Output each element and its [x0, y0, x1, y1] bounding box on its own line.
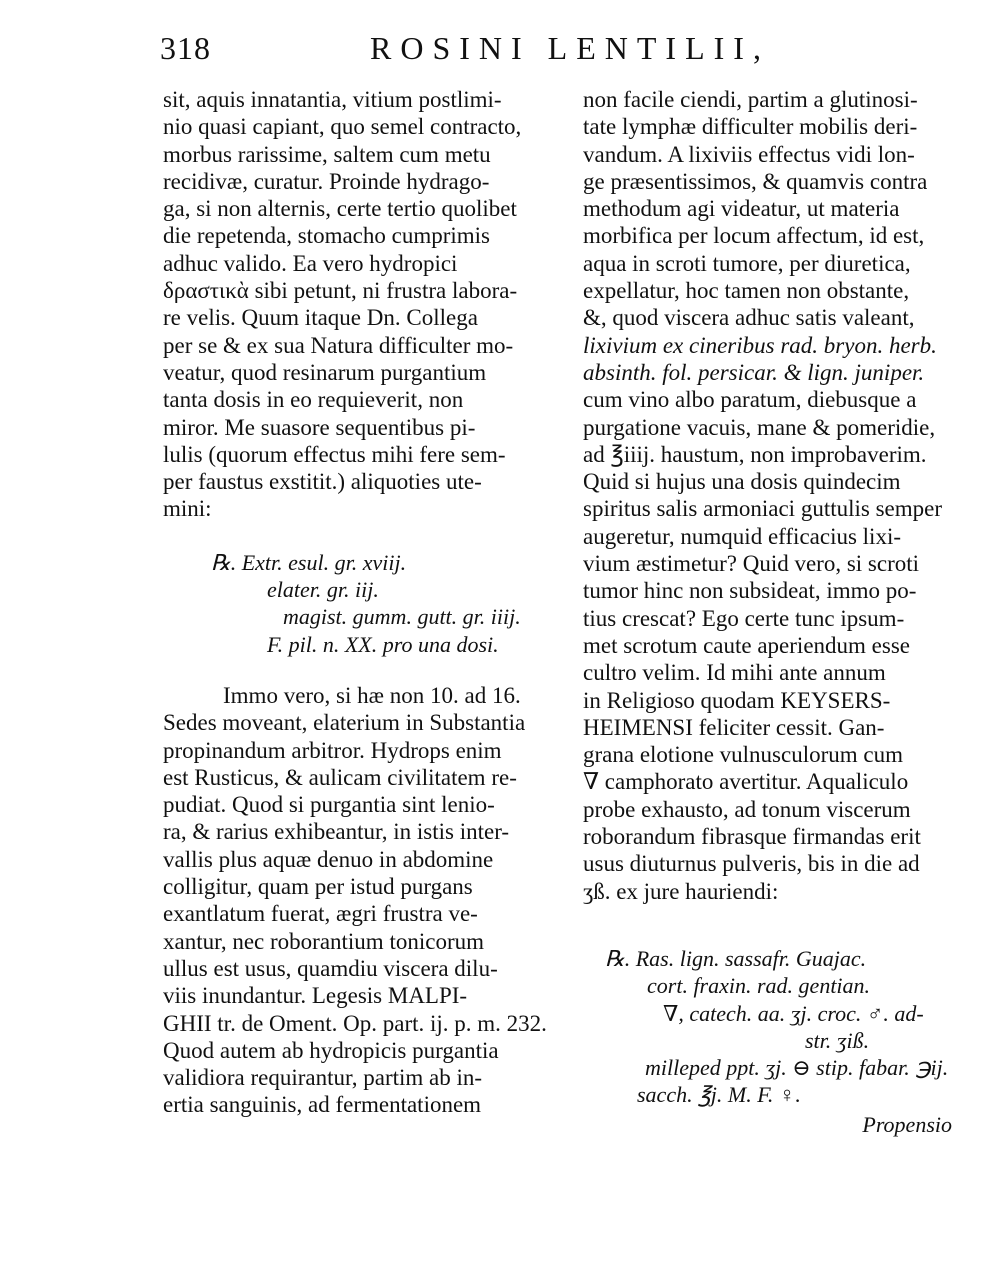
recipe-line: sacch. ℥j. M. F. ♀.	[637, 1082, 801, 1108]
text-line: usus diuturnus pulveris, bis in die ad	[583, 851, 920, 877]
text-line: ra, & rarius exhibeantur, in istis inter-	[163, 819, 510, 845]
text-line: Quod autem ab hydropicis purgantia	[163, 1037, 499, 1063]
text-line: grana elotione vulnusculorum cum	[583, 742, 904, 768]
recipe-block	[163, 549, 563, 658]
recipe-line: elater. gr. iij.	[267, 577, 379, 603]
left-column	[163, 86, 563, 1119]
catchword: Propensio	[862, 1112, 952, 1137]
text-line: mini:	[163, 496, 212, 522]
text-line: viis inundantur. Legesis MALPI-	[163, 983, 468, 1009]
text-line: tanta dosis in eo requieverit, non	[163, 387, 464, 413]
paragraph	[163, 682, 563, 1119]
text-line: tate lymphæ difficulter mobilis deri-	[583, 114, 918, 140]
text-line: sit, aquis innatantia, vitium postlimi-	[163, 87, 502, 112]
text-line: cum vino albo paratum, diebusque a	[583, 387, 917, 413]
text-line: recidivæ, curatur. Proinde hydrago-	[163, 168, 490, 194]
text-line: augeretur, numquid efficacius lixi-	[583, 523, 901, 549]
text-line: spiritus salis armoniaci guttulis semper	[583, 496, 943, 522]
text-line: Sedes moveant, elaterium in Substantia	[163, 710, 526, 736]
text-line: met scrotum caute aperiendum esse	[583, 632, 910, 658]
text-line: colligitur, quam per istud purgans	[163, 874, 473, 900]
text-line: validiora requirantur, partim ab in-	[163, 1065, 483, 1091]
text-line: ad ℥iiij. haustum, non improbaverim.	[583, 441, 927, 467]
text-line: vium æstimetur? Quid vero, si scroti	[583, 551, 920, 577]
text-line: HEIMENSI feliciter cessit. Gan-	[583, 714, 885, 740]
text-line: lulis (quorum effectus mihi fere sem-	[163, 441, 506, 467]
text-line: ullus est usus, quamdiu viscera dilu-	[163, 955, 498, 981]
text-line: morbifica per locum affectum, id est,	[583, 223, 925, 249]
text-line: cultro velim. Id mihi ante annum	[583, 660, 886, 686]
text-line: probe exhausto, ad tonum viscerum	[583, 796, 911, 822]
paragraph	[583, 86, 983, 905]
text-line: &, quod viscera adhuc satis valeant,	[583, 305, 915, 331]
text-line: lixivium ex cineribus rad. bryon. herb.	[583, 332, 937, 358]
text-line: miror. Me suasore sequentibus pi-	[163, 414, 476, 440]
text-line: ga, si non alternis, certe tertio quolibet	[163, 196, 517, 222]
text-line: vandum. A lixiviis effectus vidi lon-	[583, 141, 915, 167]
text-line: re velis. Quum itaque Dn. Collega	[163, 305, 478, 331]
text-line: est Rusticus, & aulicam civilitatem re-	[163, 764, 517, 790]
text-line: veatur, quod resinarum purgantium	[163, 359, 487, 385]
text-line: Quid si hujus una dosis quindecim	[583, 469, 901, 495]
text-line: absinth. fol. persicar. & lign. juniper.	[583, 359, 925, 385]
recipe-line: ℞. Extr. esul. gr. xviij.	[211, 549, 407, 575]
text-line: Immo vero, si hæ non 10. ad 16.	[223, 682, 521, 708]
text-line: GHII tr. de Oment. Op. part. ij. p. m. 232.	[163, 1010, 547, 1036]
text-line: morbus rarissime, saltem cum metu	[163, 141, 491, 167]
text-line: tius crescat? Ego certe tunc ipsum-	[583, 605, 905, 631]
recipe-line: F. pil. n. XX. pro una dosi.	[267, 631, 499, 657]
text-line: ∇ camphorato avertitur. Aqualiculo	[583, 769, 909, 795]
page-number: 318	[160, 30, 211, 66]
recipe-line: milleped ppt. ʒj. ⊖ stip. fabar. ℈ij.	[645, 1055, 949, 1081]
text-line: δραστικὰ sibi petunt, ni frustra labora-	[163, 278, 518, 304]
text-line: non facile ciendi, partim a glutinosi-	[583, 87, 918, 112]
text-line: tumor hinc non subsideat, immo po-	[583, 578, 917, 604]
text-line: nio quasi capiant, quo semel contracto,	[163, 114, 522, 140]
text-line: propinandum arbitror. Hydrops enim	[163, 737, 502, 763]
text-line: adhuc valido. Ea vero hydropici	[163, 250, 458, 276]
text-line: exantlatum fuerat, ægri frustra ve-	[163, 901, 478, 927]
text-line: per se & ex sua Natura difficulter mo-	[163, 332, 514, 358]
running-title: ROSINI LENTILII,	[370, 30, 770, 66]
text-line: ʒß. ex jure hauriendi:	[583, 878, 779, 904]
text-line: methodum agi videatur, ut materia	[583, 196, 900, 222]
recipe-line: str. ʒiß.	[805, 1027, 870, 1053]
recipe-line: ∇, catech. aa. ʒj. croc. ♂. ad-	[663, 1000, 924, 1026]
text-line: expellatur, hoc tamen non obstante,	[583, 278, 910, 304]
recipe-line: magist. gumm. gutt. gr. iiij.	[283, 604, 521, 630]
text-line: roborandum fibrasque firmandas erit	[583, 824, 921, 850]
right-column	[583, 86, 983, 1109]
text-line: per faustus exstitit.) aliquoties ute-	[163, 469, 482, 495]
text-line: ge præsentissimos, & quamvis contra	[583, 168, 928, 194]
text-line: aqua in scroti tumore, per diuretica,	[583, 250, 911, 276]
text-line: die repetenda, stomacho cumprimis	[163, 223, 491, 249]
text-line: ertia sanguinis, ad fermentationem	[163, 1092, 482, 1118]
recipe-line: ℞. Ras. lign. sassafr. Guajac.	[605, 945, 867, 971]
paragraph	[163, 86, 563, 523]
text-line: in Religioso quodam KEYSERS-	[583, 687, 891, 713]
text-line: purgatione vacuis, mane & pomeridie,	[583, 414, 936, 440]
text-line: xantur, nec roborantium tonicorum	[163, 928, 484, 954]
recipe-block	[583, 945, 983, 1109]
text-line: pudiat. Quod si purgantia sint lenio-	[163, 792, 495, 818]
text-line: vallis plus aquæ denuo in abdomine	[163, 846, 494, 872]
recipe-line: cort. fraxin. rad. gentian.	[647, 973, 871, 999]
